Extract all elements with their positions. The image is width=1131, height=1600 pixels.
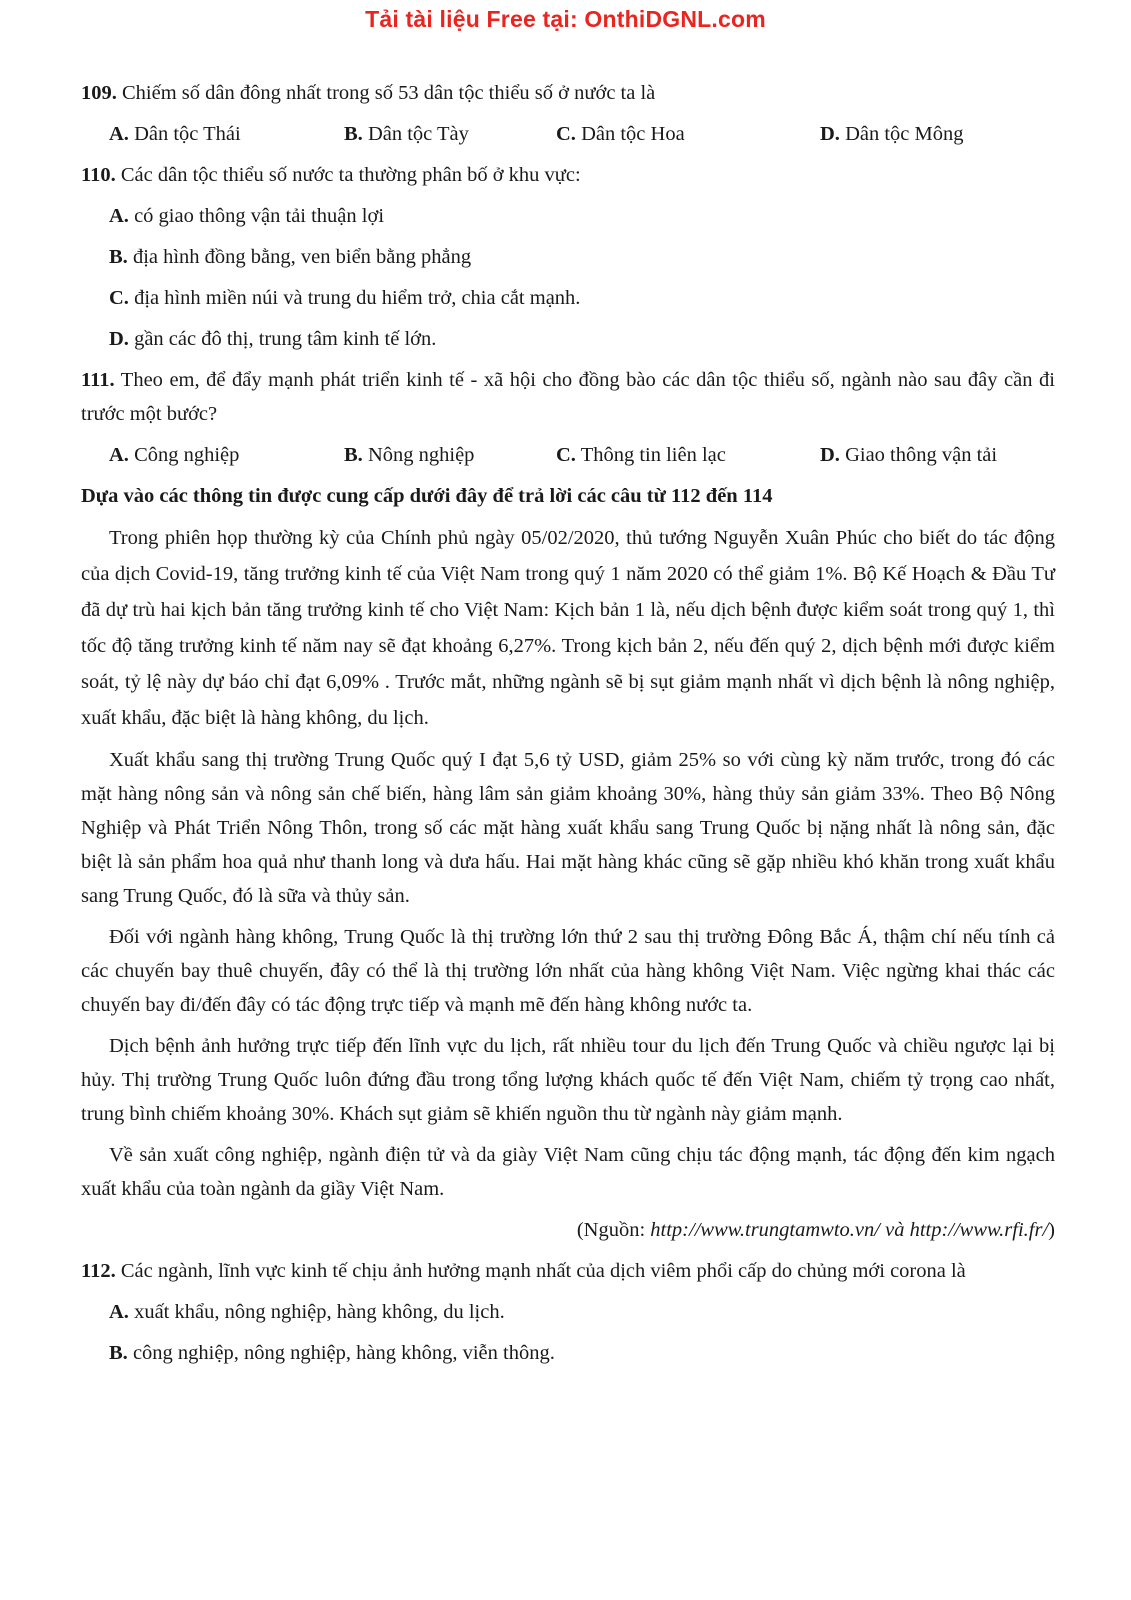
- document-body: [81, 76, 1055, 1377]
- option-d: D. gần các đô thị, trung tâm kinh tế lớn.: [109, 328, 437, 350]
- passage-paragraph: Đối với ngành hàng không, Trung Quốc là thị trường lớn thứ 2 sau thị trường Đông Bắc Á, thậm chí nếu tính cả các chuyến bay thuê chuyến, đây có thể là thị trường lớn nhất của hàng không Việt Nam. Việc ngừng khai thác các chuyến bay đi/đến đây có tác động trực tiếp và mạnh mẽ đến hàng không nước ta.: [81, 926, 1055, 1016]
- option-d: D. Giao thông vận tải: [820, 444, 998, 466]
- passage-paragraph: Trong phiên họp thường kỳ của Chính phủ ngày 05/02/2020, thủ tướng Nguyễn Xuân Phúc cho biết do tác động của dịch Covid-19, tăng trưởng kinh tế của Việt Nam trong quý 1 năm 2020 có thể giảm 1%. Bộ Kế Hoạch & Đầu Tư đã dự trù hai kịch bản tăng trưởng kinh tế cho Việt Nam: Kịch bản 1 là, nếu dịch bệnh được kiểm soát trong quý 1, thì tốc độ tăng trưởng kinh tế năm nay sẽ đạt khoảng 6,27%. Trong kịch bản 2, nếu đến quý 2, dịch bệnh mới được kiểm soát, tỷ lệ này dự báo chỉ đạt 6,09% . Trước mắt, những ngành sẽ bị sụt giảm mạnh nhất vì dịch bệnh là nông nghiệp, xuất khẩu, đặc biệt là hàng không, du lịch.: [81, 527, 1055, 729]
- question-112: [81, 1254, 1055, 1288]
- option-a: A. Dân tộc Thái: [109, 123, 241, 145]
- option-c: C. địa hình miền núi và trung du hiểm trở, chia cắt mạnh.: [109, 287, 581, 309]
- question-109: [81, 76, 1055, 110]
- site-banner: Tải tài liệu Free tại: OnthiDGNL.com: [365, 6, 766, 32]
- option-a: A. xuất khẩu, nông nghiệp, hàng không, du lịch.: [109, 1301, 505, 1323]
- question-number: 110.: [81, 164, 116, 186]
- question-text: Chiếm số dân đông nhất trong số 53 dân tộc thiểu số ở nước ta là: [122, 82, 656, 104]
- passage-instruction: Dựa vào các thông tin được cung cấp dưới đây để trả lời các câu từ 112 đến 114: [81, 485, 773, 507]
- option-b: B. Dân tộc Tày: [344, 123, 469, 145]
- passage-paragraph: Về sản xuất công nghiệp, ngành điện tử và da giày Việt Nam cũng chịu tác động mạnh, tác động đến kim ngạch xuất khẩu của toàn ngành da giầy Việt Nam.: [81, 1144, 1055, 1200]
- option-d: D. Dân tộc Mông: [820, 123, 964, 145]
- source-urls: http://www.trungtamwto.vn/ và http://www.rfi.fr/: [650, 1219, 1049, 1241]
- question-109-options: [81, 117, 1055, 151]
- option-b: B. công nghiệp, nông nghiệp, hàng không, viễn thông.: [109, 1342, 555, 1364]
- option-b: B. địa hình đồng bằng, ven biển bằng phẳng: [109, 246, 472, 268]
- passage-paragraph: Xuất khẩu sang thị trường Trung Quốc quý I đạt 5,6 tỷ USD, giảm 25% so với cùng kỳ năm trước, trong đó các mặt hàng nông sản và nông sản chế biến, hàng lâm sản giảm khoảng 30%, hàng thủy sản giảm 33%. Theo Bộ Nông Nghiệp và Phát Triển Nông Thôn, trong số các mặt hàng xuất khẩu sang Trung Quốc bị nặng nhất là nông sản, đặc biệt là sản phẩm hoa quả như thanh long và dưa hấu. Hai mặt hàng khác cũng sẽ gặp nhiều khó khăn trong xuất khẩu sang Trung Quốc, đó là sữa và thủy sản.: [81, 749, 1055, 907]
- question-text: Các dân tộc thiểu số nước ta thường phân bố ở khu vực:: [120, 164, 581, 186]
- option-a: A. Công nghiệp: [109, 444, 240, 466]
- option-c: C. Dân tộc Hoa: [556, 123, 685, 145]
- question-text: Theo em, để đẩy mạnh phát triển kinh tế - xã hội cho đồng bào các dân tộc thiểu số, ngành nào sau đây cần đi trước một bước?: [81, 369, 1055, 425]
- question-110: [81, 158, 1055, 192]
- question-number: 109.: [81, 82, 117, 104]
- question-text: Các ngành, lĩnh vực kinh tế chịu ảnh hưởng mạnh nhất của dịch viêm phổi cấp do chủng mới corona là: [120, 1260, 966, 1282]
- question-number: 111.: [81, 369, 115, 391]
- passage-paragraph: Dịch bệnh ảnh hưởng trực tiếp đến lĩnh vực du lịch, rất nhiều tour du lịch đến Trung Quốc và chiều ngược lại bị hủy. Thị trường Trung Quốc luôn đứng đầu trong tổng lượng khách quốc tế đến Việt Nam, chiếm tỷ trọng cao nhất, trung bình chiếm khoảng 30%. Khách sụt giảm sẽ khiến nguồn thu từ ngành này giảm mạnh.: [81, 1035, 1055, 1125]
- question-111-options: [81, 438, 1055, 472]
- option-c: C. Thông tin liên lạc: [556, 444, 726, 466]
- option-a: A. có giao thông vận tải thuận lợi: [109, 205, 385, 227]
- question-number: 112.: [81, 1260, 116, 1282]
- passage-source: (Nguồn: http://www.trungtamwto.vn/ và http://www.rfi.fr/): [576, 1219, 1055, 1241]
- question-111: [81, 363, 1055, 431]
- option-b: B. Nông nghiệp: [344, 444, 475, 466]
